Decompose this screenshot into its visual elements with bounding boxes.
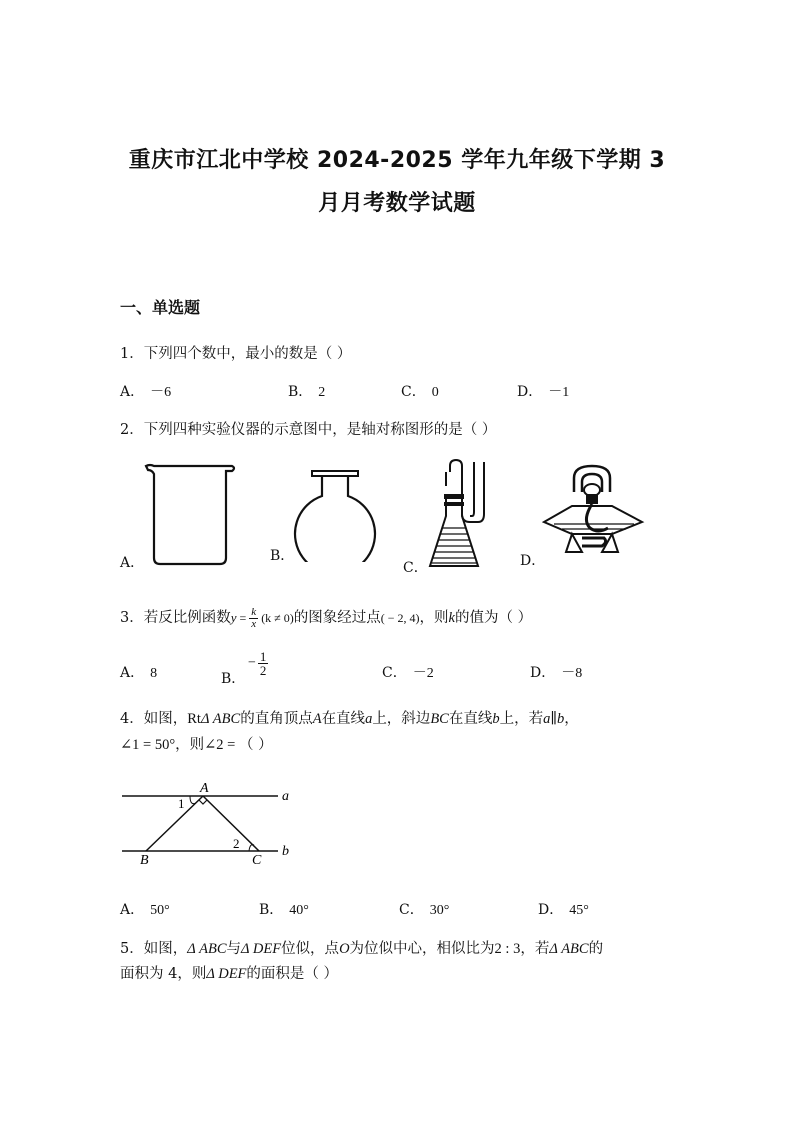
conical-flask-icon xyxy=(426,458,496,572)
label-2: 2 xyxy=(233,836,240,851)
angle-1-arc xyxy=(190,796,196,804)
q4-option-c: C． 30° xyxy=(399,902,450,918)
q1-option-a: A． －6 xyxy=(120,384,172,400)
beaker-icon xyxy=(144,462,238,568)
triangle-parallel-lines-figure xyxy=(116,778,300,868)
label-C: C xyxy=(252,853,262,868)
page-title-line-1: 重庆市江北中学校 2024-2025 学年九年级下学期 3 xyxy=(128,148,666,173)
q4-option-d: D． 45° xyxy=(538,902,589,918)
label-B: B xyxy=(140,853,149,868)
question-5-stem-line-2: 面积为 4，则Δ DEF的面积是（ ） xyxy=(120,966,339,982)
question-4-stem-line-1: 4．如图，RtΔ ABC的直角顶点A在直线a上，斜边BC在直线b上，若a∥b， xyxy=(120,711,579,727)
q2-option-c-letter: C． xyxy=(403,560,428,576)
label-b: b xyxy=(282,844,289,859)
q1-option-d: D． －1 xyxy=(517,384,570,400)
right-angle-mark xyxy=(199,800,207,804)
question-3-stem: 3．若反比例函数y = $\frac{k}{x}$ (k ≠ 0)的图象经过点( − 2, 4)，则k的值为（ ） xyxy=(120,605,533,630)
q2-option-d-letter: D． xyxy=(520,553,546,569)
label-1: 1 xyxy=(178,796,185,811)
lamp-icon xyxy=(542,462,646,562)
question-1-stem: 1．下列四个数中，最小的数是（ ） xyxy=(120,346,352,362)
q4-option-a: A． 50° xyxy=(120,902,170,918)
q4-option-b: B． 40° xyxy=(259,902,309,918)
section-heading: 一、单选题 xyxy=(120,298,201,317)
q3-option-c: C． －2 xyxy=(382,665,434,681)
q2-option-b-letter: B． xyxy=(270,548,295,564)
q2-option-a-letter: A． xyxy=(120,555,145,571)
question-2-stem: 2．下列四种实验仪器的示意图中，是轴对称图形的是（ ） xyxy=(120,422,497,438)
q3-option-b-value: − $\frac{1}{2}$ xyxy=(248,649,267,678)
q3-option-a: A． 8 xyxy=(120,665,158,681)
label-a: a xyxy=(282,789,289,804)
question-4-stem-line-2: ∠1 = 50°，则∠2 = （ ） xyxy=(120,737,273,753)
side-ac xyxy=(203,796,259,851)
page-title-line-2: 月月考数学试题 xyxy=(318,191,476,216)
label-A: A xyxy=(200,781,209,796)
q1-option-c: C． 0 xyxy=(401,384,439,400)
side-ab xyxy=(146,796,203,851)
question-5-stem-line-1: 5．如图，Δ ABC与Δ DEF位似，点O为位似中心，相似比为2 : 3，若Δ ABC的 xyxy=(120,941,604,957)
q3-option-b-letter: B． xyxy=(221,671,246,687)
q3-option-d: D． －8 xyxy=(530,665,583,681)
round-flask-icon xyxy=(292,468,378,562)
q1-option-b: B． 2 xyxy=(288,384,326,400)
